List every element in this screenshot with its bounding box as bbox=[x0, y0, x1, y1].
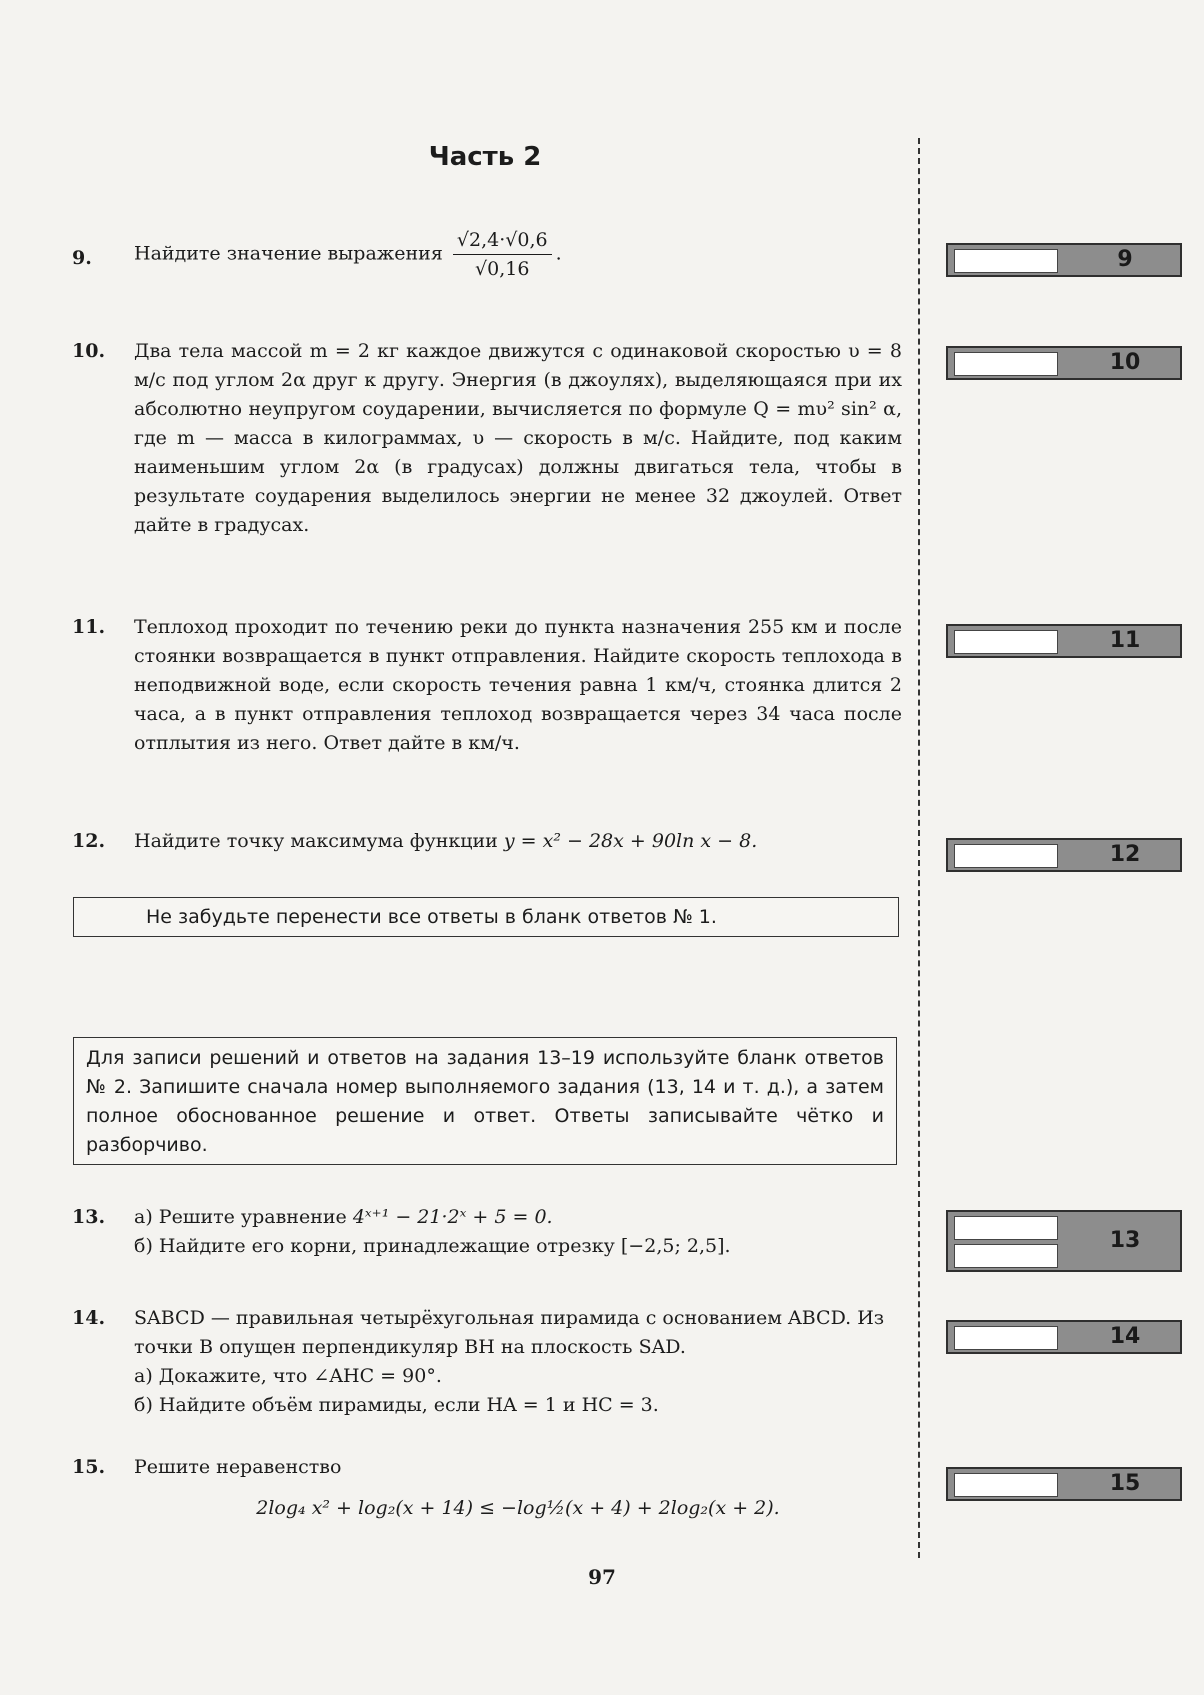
fraction-denominator: √0,16 bbox=[475, 258, 530, 280]
notice-transfer-answers: Не забудьте перенести все ответы в бланк ответов № 1. bbox=[73, 897, 899, 937]
answer-box-label: 15 bbox=[1109, 1471, 1141, 1496]
problem-text: SABCD — правильная четырёхугольная пирамида с основанием ABCD. Из точки B опущен перпендикуляр BH на плоскость SAD. bbox=[134, 1307, 885, 1358]
problem-text: а) Решите уравнение bbox=[134, 1206, 347, 1228]
answer-field[interactable] bbox=[954, 1473, 1058, 1497]
problem-subtask-b: б) Найдите его корни, принадлежащие отрезку [−2,5; 2,5]. bbox=[134, 1235, 731, 1257]
fraction bbox=[453, 226, 552, 283]
answer-box-label: 13 bbox=[1109, 1228, 1141, 1253]
problem-text: Решите неравенство bbox=[134, 1456, 342, 1478]
problem-13 bbox=[72, 1203, 902, 1261]
answer-field[interactable] bbox=[954, 249, 1058, 273]
problem-9 bbox=[72, 226, 902, 283]
formula: 4ˣ⁺¹ − 21·2ˣ + 5 = 0. bbox=[352, 1206, 553, 1228]
problem-11 bbox=[72, 613, 902, 758]
formula: y = x² − 28x + 90ln x − 8. bbox=[503, 830, 758, 852]
fraction-numerator: √2,4·√0,6 bbox=[453, 226, 552, 255]
answer-box-15[interactable] bbox=[946, 1467, 1182, 1501]
problem-14 bbox=[72, 1304, 902, 1420]
problem-subtask-b: б) Найдите объём пирамиды, если HA = 1 и HC = 3. bbox=[134, 1394, 659, 1416]
answer-field[interactable] bbox=[954, 630, 1058, 654]
problem-number: 14. bbox=[72, 1307, 106, 1329]
problem-number: 12. bbox=[72, 830, 106, 852]
answer-box-10[interactable] bbox=[946, 346, 1182, 380]
answer-box-14[interactable] bbox=[946, 1320, 1182, 1354]
answer-box-11[interactable] bbox=[946, 624, 1182, 658]
notice-solutions: Для записи решений и ответов на задания 13–19 используйте бланк ответов № 2. Запишите сначала номер выполняемого задания (13, 14 и т. д.), а затем полное обоснованное решение и ответ. Ответы записывайте чётко и разборчиво. bbox=[73, 1037, 897, 1165]
problem-number: 10. bbox=[72, 340, 106, 362]
answer-box-9[interactable] bbox=[946, 243, 1182, 277]
problem-number: 9. bbox=[72, 247, 92, 269]
answer-box-13[interactable] bbox=[946, 1210, 1182, 1272]
answer-field[interactable] bbox=[954, 844, 1058, 868]
problem-text: Найдите точку максимума функции bbox=[134, 830, 498, 852]
problem-number: 13. bbox=[72, 1206, 106, 1228]
problem-10 bbox=[72, 337, 902, 540]
answer-box-12[interactable] bbox=[946, 838, 1182, 872]
problem-number: 15. bbox=[72, 1456, 106, 1478]
answer-box-label: 11 bbox=[1109, 628, 1141, 653]
formula: 2log₄ x² + log₂(x + 14) ≤ −log½(x + 4) + 2log₂(x + 2). bbox=[256, 1497, 780, 1519]
answer-box-label: 9 bbox=[1117, 247, 1133, 272]
answer-box-label: 12 bbox=[1109, 842, 1141, 867]
problem-text: Теплоход проходит по течению реки до пункта назначения 255 км и после стоянки возвращается в пункт отправления. Найдите скорость теплохода в неподвижной воде, если скорость течения равна 1 км/ч, стоянка длится 2 часа, а в пункт отправления теплоход возвращается через 34 часа после отплытия из него. Ответ дайте в км/ч. bbox=[134, 616, 902, 754]
problem-subtask-a: а) Докажите, что ∠AHC = 90°. bbox=[134, 1365, 442, 1387]
problem-text: Найдите значение выражения bbox=[134, 242, 443, 265]
answer-field[interactable] bbox=[954, 352, 1058, 376]
answer-field[interactable] bbox=[954, 1326, 1058, 1350]
problem-15 bbox=[72, 1453, 902, 1523]
problem-12 bbox=[72, 827, 902, 856]
punctuation: . bbox=[555, 242, 562, 265]
page-number: 97 bbox=[588, 1565, 616, 1589]
problem-text: Два тела массой m = 2 кг каждое движутся с одинаковой скоростью υ = 8 м/с под углом 2α друг к другу. Энергия (в джоулях), выделяющаяся при их абсолютно неупругом соударении, вычисляется по формуле Q = mυ² sin² α, где m — масса в килограммах, υ — скорость в м/с. Найдите, под каким наименьшим углом 2α (в градусах) должны двигаться тела, чтобы в результате соударения выделилось энергии не менее 32 джоулей. Ответ дайте в градусах. bbox=[134, 340, 902, 536]
page-title: Часть 2 bbox=[428, 142, 542, 172]
answer-box-label: 10 bbox=[1109, 350, 1141, 375]
cut-line bbox=[918, 138, 920, 1558]
answer-box-label: 14 bbox=[1109, 1324, 1141, 1349]
answer-field[interactable] bbox=[954, 1244, 1058, 1268]
problem-number: 11. bbox=[72, 616, 106, 638]
answer-field[interactable] bbox=[954, 1216, 1058, 1240]
